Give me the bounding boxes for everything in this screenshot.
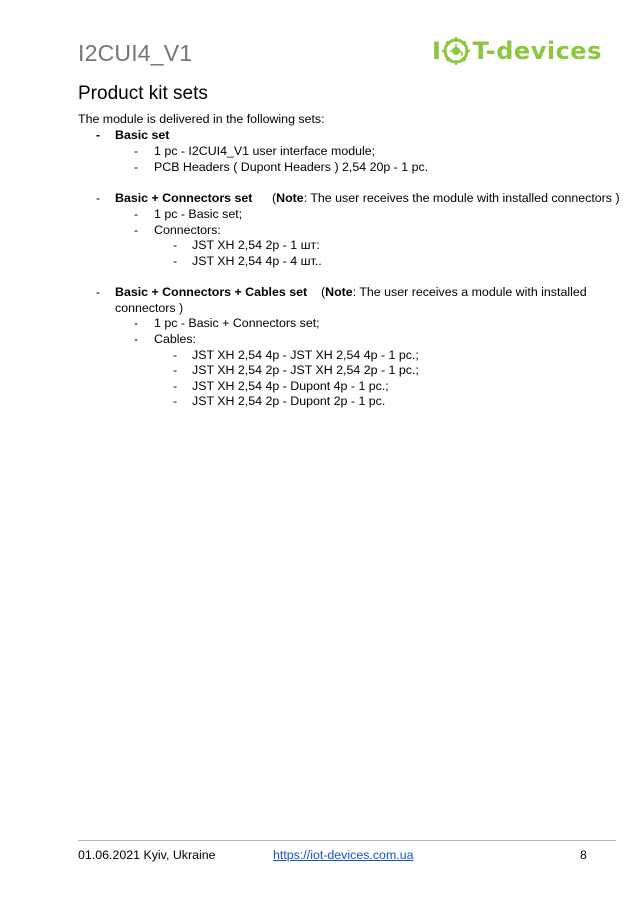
list-item: PCB Headers ( Dupont Headers ) 2,54 20p - 1 pc. <box>154 160 429 174</box>
sublist-item: JST XH 2,54 4p - JST XH 2,54 4p - 1 pc.; <box>192 348 419 362</box>
connectors-set-note <box>272 190 620 206</box>
sublist-item: JST XH 2,54 2p - Dupont 2p - 1 pc. <box>192 394 386 408</box>
page-number: 8 <box>580 848 587 862</box>
note-text: : The user receives a module with installed <box>352 285 587 299</box>
connectors-set-heading <box>115 190 252 206</box>
basic-set-dash: - <box>96 128 101 142</box>
sublist-bullet: - <box>173 363 178 377</box>
cables-note-continuation: connectors ) <box>115 301 184 315</box>
footer-divider <box>78 840 616 841</box>
sublist-bullet: - <box>173 238 178 252</box>
logo-text-pre: I <box>432 37 442 65</box>
iot-devices-logo <box>432 35 602 67</box>
logo-text-post: T-devices <box>472 37 602 65</box>
sublist-item: JST XH 2,54 4p - Dupont 4p - 1 pc.; <box>192 379 389 393</box>
list-bullet: - <box>134 207 139 221</box>
cables-set-title: Basic + Connectors + Cables set <box>115 285 308 299</box>
list-item: 1 pc - I2CUI4_V1 user interface module; <box>154 144 376 158</box>
website-link[interactable]: https://iot-devices.com.ua <box>273 848 414 862</box>
sublist-item: JST XH 2,54 4p - 4 шт.. <box>192 254 322 268</box>
sublist-item: JST XH 2,54 2p - JST XH 2,54 2p - 1 pc.; <box>192 363 419 377</box>
section-title: Product kit sets <box>78 83 208 104</box>
list-item: Cables: <box>154 332 197 346</box>
sublist-bullet: - <box>173 348 178 362</box>
sublist-item: JST XH 2,54 2p - 1 шт: <box>192 238 320 252</box>
note-text: : The user receives the module with installed connectors ) <box>303 191 620 205</box>
note-open: ( <box>272 191 277 205</box>
note-open: ( <box>321 285 326 299</box>
list-bullet: - <box>134 160 139 174</box>
list-bullet: - <box>134 316 139 330</box>
note-label: Note <box>325 285 353 299</box>
list-bullet: - <box>134 332 139 346</box>
cables-set-dash: - <box>96 285 101 299</box>
sublist-bullet: - <box>173 379 178 393</box>
list-item: 1 pc - Basic + Connectors set; <box>154 316 320 330</box>
intro-text: The module is delivered in the following sets: <box>78 112 325 126</box>
document-title: I2CUI4_V1 <box>78 40 193 66</box>
cables-set-note <box>321 284 587 300</box>
list-item: 1 pc - Basic set; <box>154 207 243 221</box>
circuit-gear-icon <box>442 37 470 65</box>
list-bullet: - <box>134 223 139 237</box>
list-item: Connectors: <box>154 223 221 237</box>
connectors-set-dash: - <box>96 191 101 205</box>
list-bullet: - <box>134 144 139 158</box>
connectors-set-title: Basic + Connectors set <box>115 191 253 205</box>
footer-date-location: 01.06.2021 Kyiv, Ukraine <box>78 848 216 862</box>
note-label: Note <box>276 191 304 205</box>
sublist-bullet: - <box>173 254 178 268</box>
basic-set-title: Basic set <box>115 128 170 142</box>
sublist-bullet: - <box>173 394 178 408</box>
